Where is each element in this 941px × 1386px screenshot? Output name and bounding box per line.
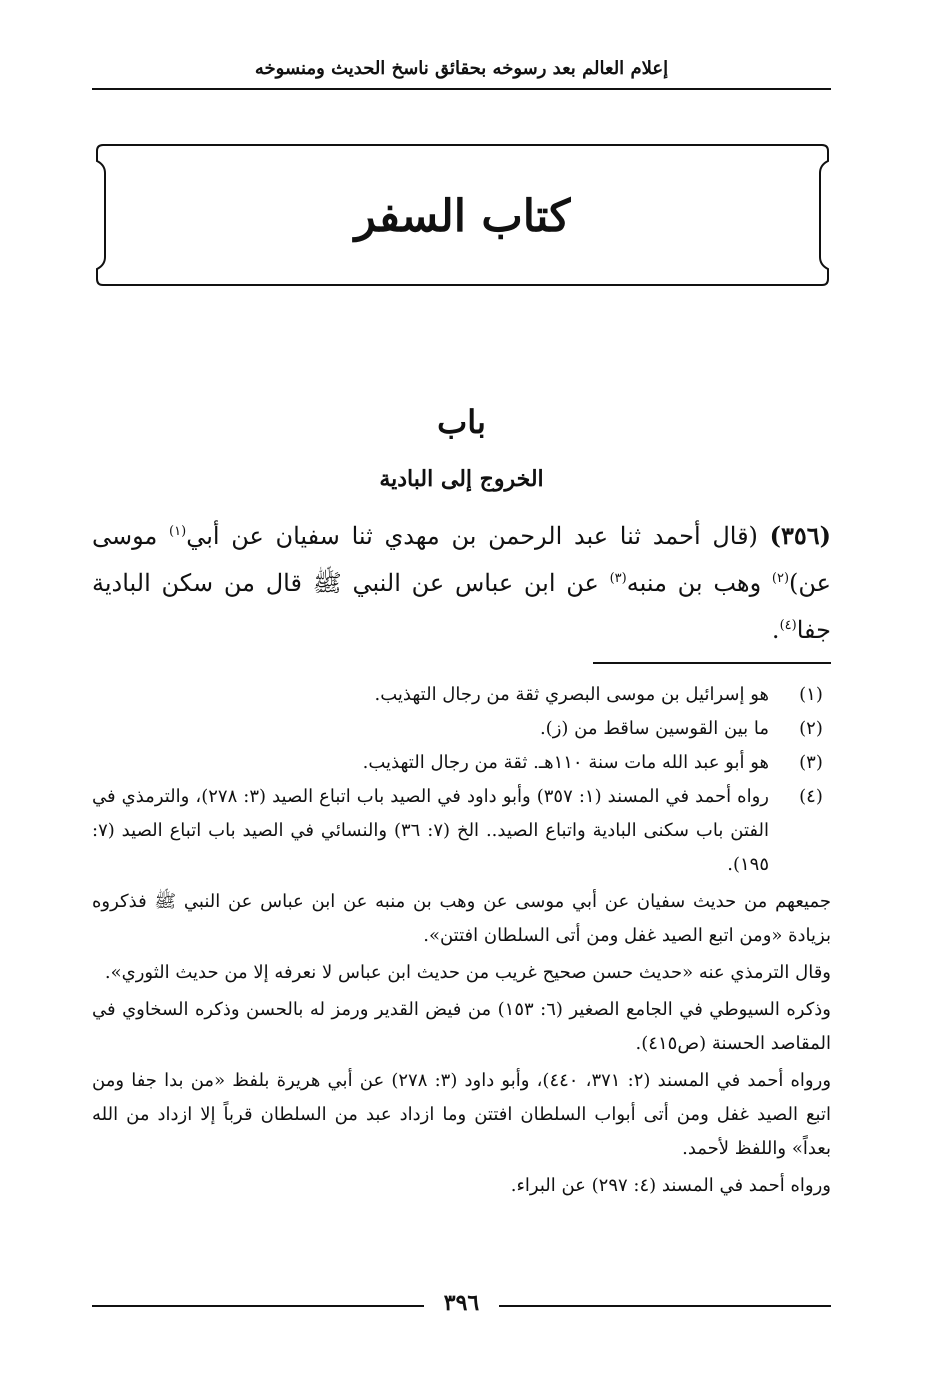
hadith-segment: وهب بن منبه [626, 569, 772, 597]
footnote-ref: (٣) [609, 571, 627, 586]
footnote-number: (٤) [799, 786, 823, 807]
footnote-paragraph: ورواه أحمد في المسند (٢: ٣٧١، ٤٤٠)، وأبو داود (٣: ٢٧٨) عن أبي هريرة بلفظ «من بدا جفا ومن اتبع الصيد غفل ومن أتى أبواب السلطان افتتن وما ازداد عبد من السلطان قرباً إلا ازداد من الله بعداً» واللفظ لأحمد. [92, 1070, 832, 1159]
page-footer [92, 1290, 831, 1320]
footnote-number: (٣) [799, 752, 823, 773]
footnote-paragraph: ورواه أحمد في المسند (٤: ٢٩٧) عن البراء. [510, 1175, 831, 1196]
footnotes [92, 678, 831, 1203]
footnote-text: هو أبو عبد الله مات سنة ١١٠هـ. ثقة من رجال التهذيب. [362, 752, 769, 773]
footnote-number: (١) [799, 684, 823, 705]
footnote-text: ما بين القوسين ساقط من (ز). [539, 718, 769, 739]
footnote-text: هو إسرائيل بن موسى البصري ثقة من رجال التهذيب. [374, 684, 769, 705]
hadith-text [92, 512, 831, 654]
hadith-segment: موسى عن) [92, 522, 831, 597]
footnote-paragraph: وقال الترمذي عنه «حديث حسن صحيح غريب من حديث ابن عباس لا نعرفه إلا من حديث الثوري». [104, 962, 831, 983]
footnote-ref: (٤) [779, 618, 797, 633]
title-frame [95, 143, 830, 287]
footnote [92, 780, 831, 882]
footnote-ref: (١) [169, 524, 187, 539]
hadith-segment: . [771, 616, 780, 644]
footnote-ref: (٢) [771, 571, 790, 586]
hadith-number: (٣٥٦) [769, 521, 831, 550]
footnote [92, 746, 831, 780]
chapter-label: باب [437, 403, 486, 441]
footnote-paragraph: جميعهم من حديث سفيان عن أبي موسى عن وهب بن منبه عن ابن عباس عن النبي ﷺ فذكروه بزيادة «ومن اتبع الصيد غفل ومن أتى السلطان افتتن». [92, 891, 831, 946]
footnote-paragraph: وذكره السيوطي في الجامع الصغير (٦: ١٥٣) من فيض القدير ورمز له بالحسن وذكره السخاوي في المقاصد الحسنة (ص٤١٥). [92, 999, 831, 1054]
footnote [92, 712, 831, 746]
hadith-segment: عن ابن عباس عن النبي ﷺ قال من سكن البادية جفا [92, 569, 831, 644]
footnote-number: (٢) [799, 718, 823, 739]
footnote-separator [593, 662, 831, 664]
book-title: كتاب السفر [354, 191, 571, 242]
running-header: إعلام العالم بعد رسوخه بحقائق ناسخ الحديث ومنسوخه [254, 58, 669, 79]
hadith-segment: (قال أحمد ثنا عبد الرحمن بن مهدي ثنا سفيان عن أبي [186, 522, 758, 550]
chapter-title: الخروج إلى البادية [379, 466, 544, 492]
page-number: ٣٩٦ [443, 1290, 480, 1316]
header-rule [92, 88, 831, 90]
footnote [92, 678, 831, 712]
footnote-text: رواه أحمد في المسند (١: ٣٥٧) وأبو داود في الصيد باب اتباع الصيد (٣: ٢٧٨)، والترمذي في الفتن باب سكنى البادية واتباع الصيد.. الخ (٧: ٣٦) والنسائي في الصيد باب اتباع الصيد (٧: ١٩٥). [92, 786, 769, 875]
